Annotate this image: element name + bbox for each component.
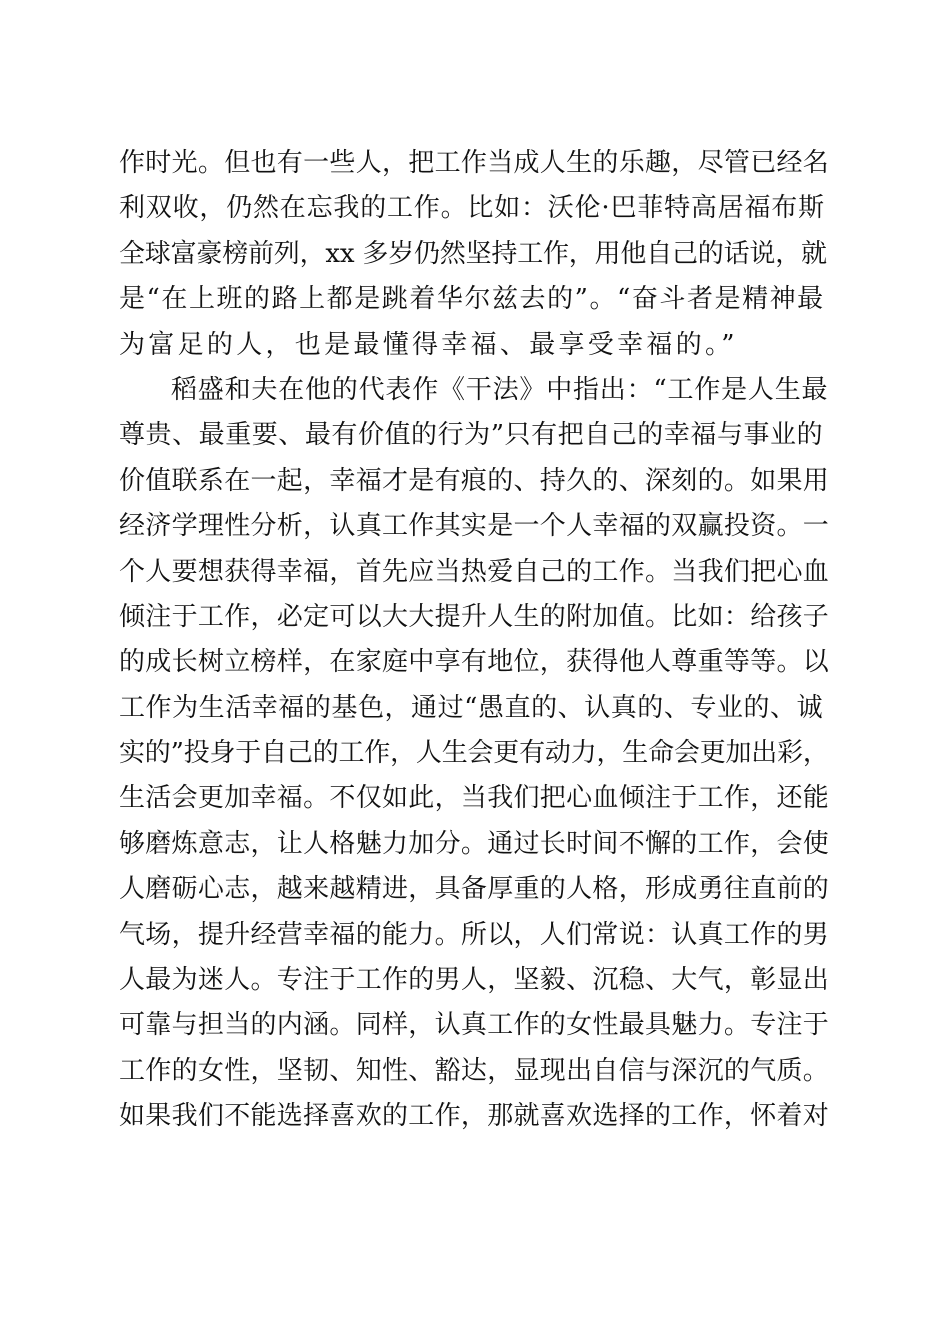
body-text bbox=[119, 141, 829, 1140]
text-line: 稻盛和夫在他的代表作《干法》中指出：“工作是人生最 bbox=[171, 374, 829, 405]
text-line: 尊贵、最重要、最有价值的行为”只有把自己的幸福与事业的 bbox=[119, 420, 824, 451]
text-line: 人磨砺心志，越来越精进，具备厚重的人格，形成勇往直前的 bbox=[119, 874, 830, 905]
text-line: 如果我们不能选择喜欢的工作，那就喜欢选择的工作，怀着对 bbox=[119, 1101, 830, 1132]
text-line: 全球富豪榜前列，xx 多岁仍然坚持工作，用他自己的话说，就 bbox=[119, 238, 827, 269]
text-line: 是“在上班的路上都是跳着华尔兹去的”。“奋斗者是精神最 bbox=[119, 284, 825, 315]
text-line: 可靠与担当的内涵。同样，认真工作的女性最具魅力。专注于 bbox=[119, 1010, 830, 1041]
text-line: 人最为迷人。专注于工作的男人，坚毅、沉稳、大气，彰显出 bbox=[119, 965, 830, 996]
text-line: 经济学理性分析，认真工作其实是一个人幸福的双赢投资。一 bbox=[119, 511, 830, 542]
text-line: 工作为生活幸福的基色，通过“愚直的、认真的、专业的、诚 bbox=[119, 692, 824, 723]
text-line: 气场，提升经营幸福的能力。所以，人们常说：认真工作的男 bbox=[119, 919, 830, 950]
text-line: 个人要想获得幸福，首先应当热爱自己的工作。当我们把心血 bbox=[119, 556, 830, 587]
text-line: 生活会更加幸福。不仅如此，当我们把心血倾注于工作，还能 bbox=[119, 783, 830, 814]
text-line: 的成长树立榜样，在家庭中享有地位，获得他人尊重等等。以 bbox=[119, 647, 830, 678]
text-line: 价值联系在一起，幸福才是有痕的、持久的、深刻的。如果用 bbox=[119, 465, 830, 496]
text-line: 作时光。但也有一些人，把工作当成人生的乐趣，尽管已经名 bbox=[119, 148, 830, 178]
text-line: 倾注于工作，必定可以大大提升人生的附加值。比如：给孩子 bbox=[119, 601, 830, 632]
text-line: 为富足的人，也是最懂得幸福、最享受幸福的。” bbox=[119, 329, 738, 360]
text-line: 工作的女性，坚韧、知性、豁达，显现出自信与深沉的气质。 bbox=[119, 1055, 830, 1086]
text-line: 够磨炼意志，让人格魅力加分。通过长时间不懈的工作，会使 bbox=[119, 828, 830, 859]
text-line: 利双收，仍然在忘我的工作。比如：沃伦·巴菲特高居福布斯 bbox=[119, 193, 825, 224]
text-line: 实的”投身于自己的工作，人生会更有动力，生命会更加出彩， bbox=[119, 738, 829, 769]
